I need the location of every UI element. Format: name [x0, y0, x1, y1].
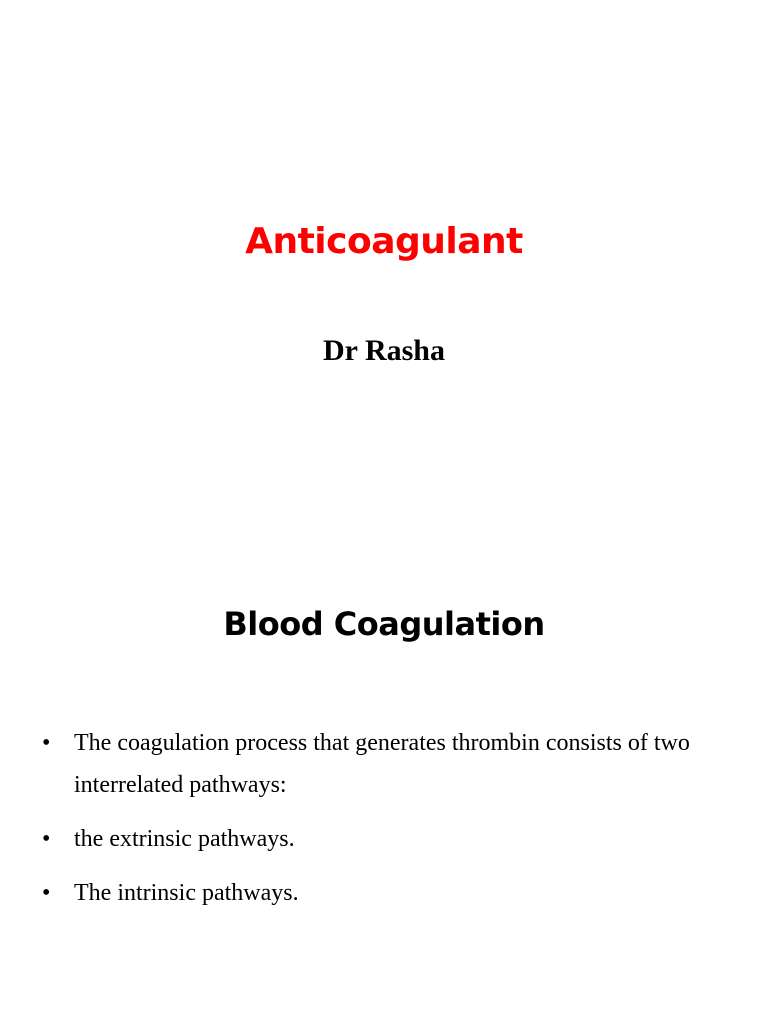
slide-content-heading: Blood Coagulation — [223, 605, 545, 643]
bullet-list — [42, 722, 757, 926]
slide-content — [0, 512, 768, 1024]
bullet-item — [42, 722, 757, 806]
bullet-item — [42, 818, 757, 860]
slide-title-heading: Anticoagulant — [245, 221, 523, 262]
bullet-text: the extrinsic pathways. — [74, 826, 295, 852]
bullet-text: The intrinsic pathways. — [74, 880, 299, 906]
bullet-text: The coagulation process that generates thrombin consists of two interrelated pathways: — [74, 730, 690, 798]
bullet-icon: • — [42, 880, 51, 906]
slide-author: Dr Rasha — [323, 334, 445, 367]
bullet-item — [42, 872, 757, 914]
bullet-icon: • — [42, 826, 51, 852]
bullet-icon: • — [42, 730, 51, 756]
